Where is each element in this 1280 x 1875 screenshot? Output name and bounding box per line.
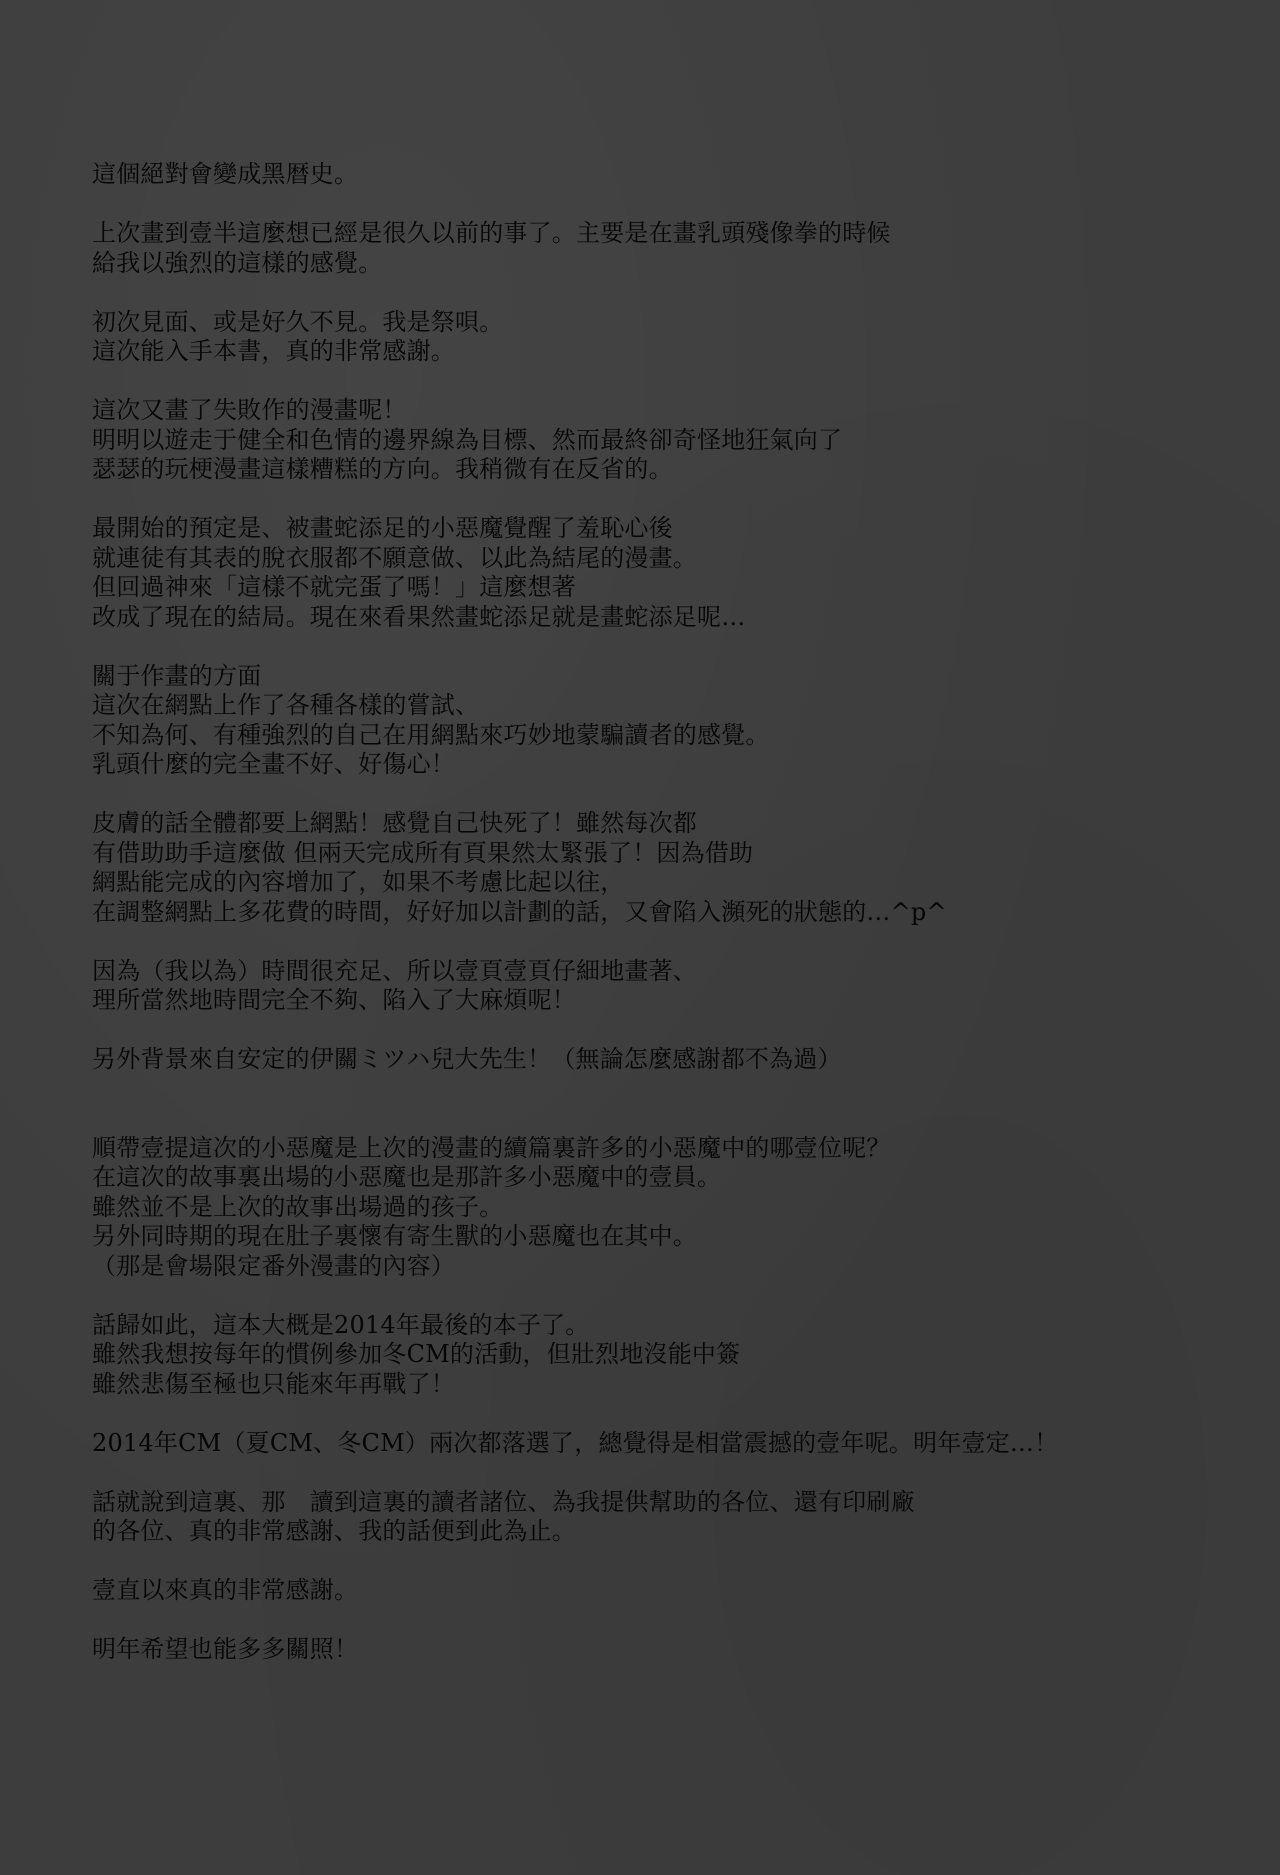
afterword-paragraph: [92, 957, 1212, 1016]
text-line: 2014年CM（夏CM、冬CM）兩次都落選了，總覺得是相當震撼的壹年呢。明年壹定…！: [92, 1428, 1059, 1457]
text-line: 話歸如此，這本大概是2014年最後的本子了。: [92, 1310, 590, 1339]
text-line: 有借助助手這麼做 但兩天完成所有頁果然太緊張了！因為借助: [92, 838, 754, 867]
text-line: 瑟瑟的玩梗漫畫這樣糟糕的方向。我稍微有在反省的。: [92, 455, 673, 483]
text-line: 這次能入手本書，真的非常感謝。: [92, 337, 455, 365]
text-line: 皮膚的話全體都要上網點！感覺自己快死了！雖然每次都: [92, 809, 697, 837]
text-line: 就連徒有其表的脫衣服都不願意做、以此為結尾的漫畫。: [92, 543, 697, 572]
afterword-text: [92, 160, 1212, 1694]
text-line: 話就說到這裏、那 讀到這裏的讀者諸位、為我提供幫助的各位、還有印刷廠: [92, 1487, 915, 1516]
text-line: 另外同時期的現在肚子裏懷有寄生獸的小惡魔也在其中。: [92, 1222, 697, 1250]
text-line: 在這次的故事裏出場的小惡魔也是那許多小惡魔中的壹員。: [92, 1163, 722, 1191]
text-line: 理所當然地時間完全不夠、陷入了大麻煩呢！: [92, 986, 576, 1014]
text-line: （那是會場限定番外漫畫的內容）: [92, 1251, 455, 1280]
afterword-paragraph: [92, 308, 1212, 367]
text-line: 這次又畫了失敗作的漫畫呢！: [92, 396, 407, 424]
afterword-paragraph: [92, 1429, 1212, 1459]
afterword-paragraph: [92, 809, 1212, 927]
afterword-paragraph: [92, 219, 1212, 278]
afterword-paragraph: [92, 1045, 1212, 1075]
text-line: 在調整網點上多花費的時間，好好加以計劃的話，又會陷入瀕死的狀態的…^p^: [92, 897, 947, 926]
text-line: 明明以遊走于健全和色情的邊界線為目標、然而最終卻奇怪地狂氣向了: [92, 425, 843, 454]
afterword-paragraph: [92, 514, 1212, 632]
text-line: 雖然並不是上次的故事出場過的孩子。: [92, 1192, 504, 1221]
text-line: 的各位、真的非常感謝、我的話便到此為止。: [92, 1517, 576, 1545]
text-line: 順帶壹提這次的小惡魔是上次的漫畫的續篇裏許多的小惡魔中的哪壹位呢？: [92, 1133, 891, 1162]
text-line: 乳頭什麼的完全畫不好、好傷心！: [92, 750, 455, 778]
text-line: 因為（我以為）時間很充足、所以壹頁壹頁仔細地畫著、: [92, 956, 697, 985]
text-line: 明年希望也能多多關照！: [92, 1635, 359, 1663]
text-line: 網點能完成的內容增加了，如果不考慮比起以往，: [92, 868, 625, 896]
text-line: 最開始的預定是、被畫蛇添足的小惡魔覺醒了羞恥心後: [92, 514, 673, 542]
afterword-paragraph: [92, 1311, 1212, 1400]
text-line: 關于作畫的方面: [92, 661, 262, 690]
afterword-paragraph: [92, 396, 1212, 485]
text-line: 但回過神來「這樣不就完蛋了嗎！」這麼想著: [92, 573, 576, 601]
text-line: 雖然我想按每年的慣例參加冬CM的活動，但壯烈地沒能中簽: [92, 1340, 741, 1368]
afterword-paragraph: [92, 662, 1212, 780]
text-line: 另外背景來自安定的伊關ミツハ兒大先生！（無論怎麼感謝都不為過）: [92, 1045, 842, 1073]
text-line: 不知為何、有種強烈的自己在用網點來巧妙地蒙騙讀者的感覺。: [92, 720, 770, 749]
text-line: 這次在網點上作了各種各樣的嘗試、: [92, 691, 480, 719]
afterword-paragraph: [92, 1635, 1212, 1665]
afterword-paragraph: [92, 1488, 1212, 1547]
text-line: 上次畫到壹半這麼想已經是很久以前的事了。主要是在畫乳頭殘像拳的時候: [92, 219, 891, 247]
afterword-paragraph: [92, 1576, 1212, 1606]
afterword-paragraph: [92, 1134, 1212, 1282]
text-line: 初次見面、或是好久不見。我是祭唄。: [92, 307, 504, 336]
text-line: 壹直以來真的非常感謝。: [92, 1576, 359, 1604]
text-line: 這個絕對會變成黑暦史。: [92, 160, 359, 188]
text-line: 雖然悲傷至極也只能來年再戰了！: [92, 1369, 455, 1398]
text-line: 給我以強烈的這樣的感覺。: [92, 248, 383, 277]
text-line: 改成了現在的結局。現在來看果然畫蛇添足就是畫蛇添足呢…: [92, 602, 746, 631]
afterword-paragraph: [92, 160, 1212, 190]
